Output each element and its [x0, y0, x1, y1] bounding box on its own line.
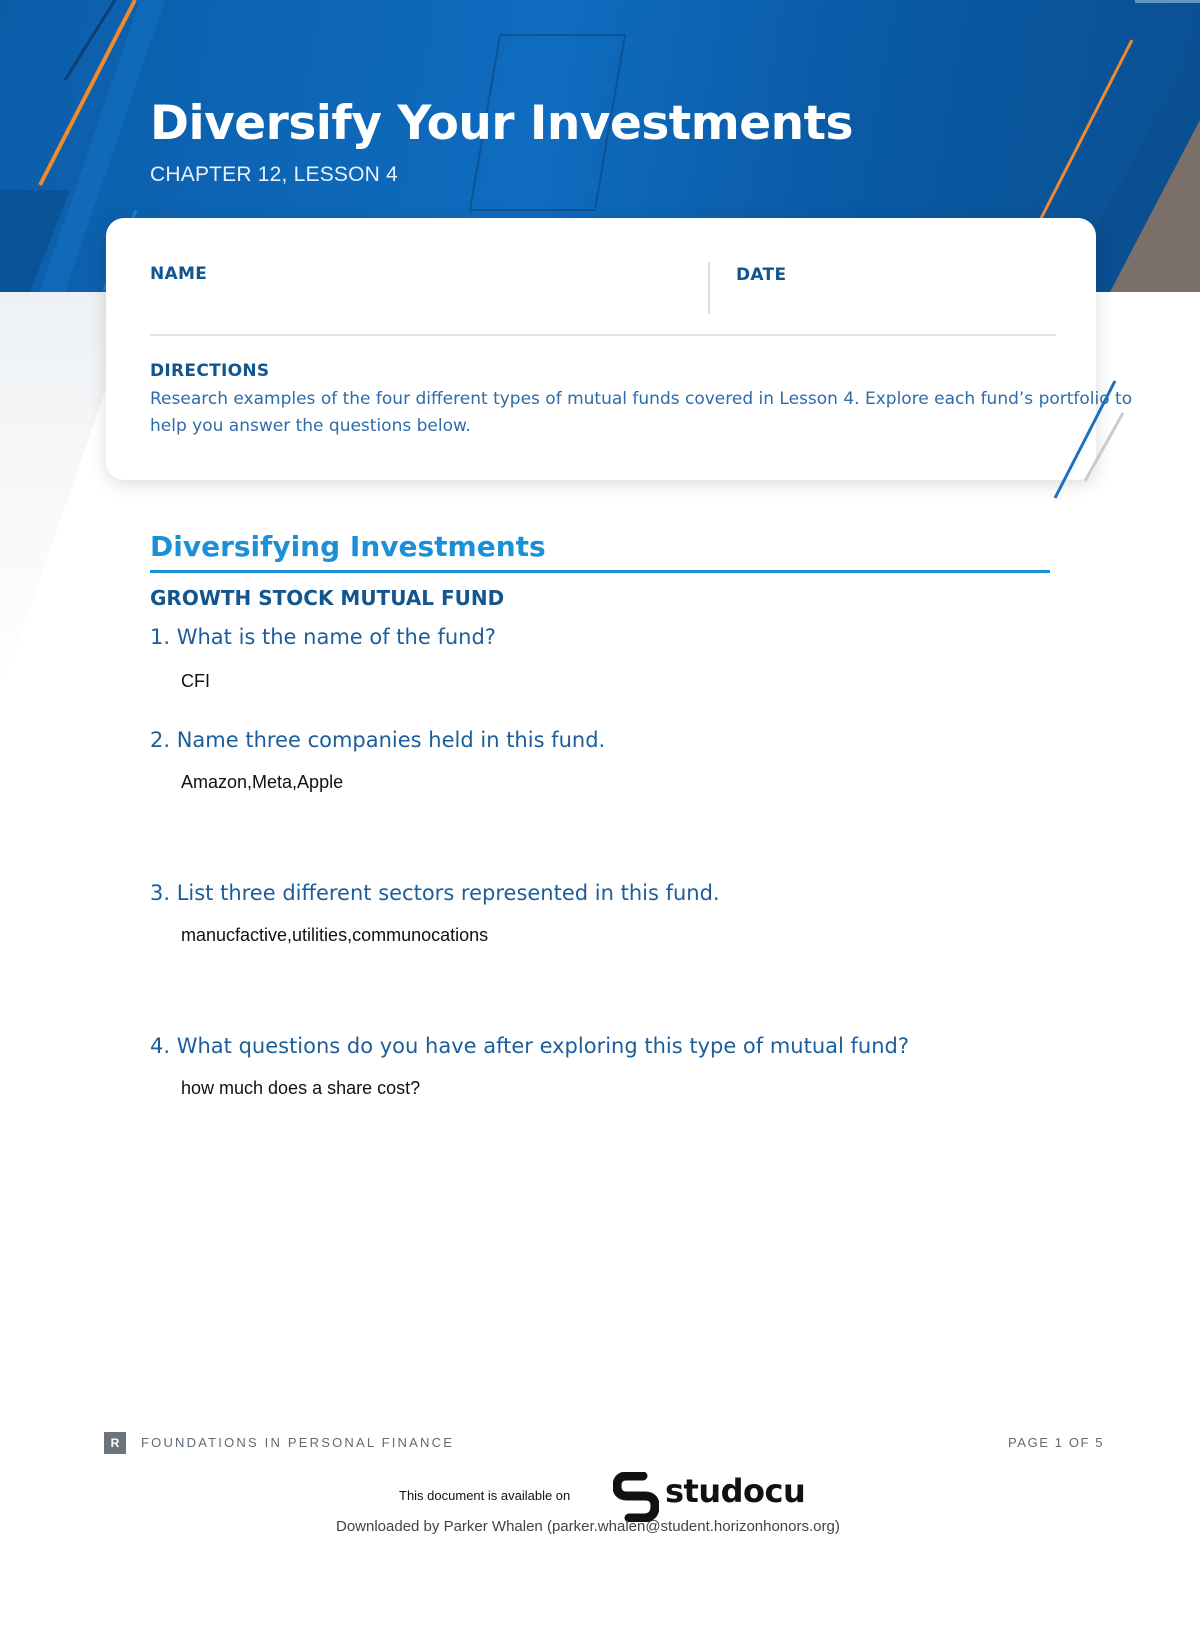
field-divider [708, 262, 710, 314]
page-title: Diversify Your Investments [150, 96, 854, 151]
info-card [106, 218, 1133, 480]
download-note: Downloaded by Parker Whalen (parker.whalen@student.horizonhonors.org) [336, 1518, 840, 1535]
ramsey-logo-icon: R [104, 1432, 126, 1454]
section-title: Diversifying Investments [150, 530, 546, 563]
answer-4[interactable]: how much does a share cost? [181, 1078, 421, 1098]
diagonal-lines-decoration [1045, 375, 1125, 505]
directions-text: Research examples of the four different types of mutual funds covered in Lesson 4. Explore each fund’s portfolio to help you answer the questions below. [150, 389, 1133, 436]
chapter-subtitle: CHAPTER 12, LESSON 4 [150, 163, 398, 186]
name-label: NAME [150, 264, 208, 284]
studocu-logo-icon [613, 1472, 659, 1522]
answer-3[interactable]: manucfactive,utilities,communocations [181, 925, 489, 945]
name-date-rule [150, 334, 1056, 336]
question-3: 3. List three different sectors represented in this fund. [150, 881, 720, 905]
question-4: 4. What questions do you have after exploring this type of mutual fund? [150, 1034, 910, 1058]
question-2: 2. Name three companies held in this fund. [150, 728, 606, 752]
studocu-brand: studocu [665, 1472, 806, 1510]
fund-heading: GROWTH STOCK MUTUAL FUND [150, 586, 505, 610]
section-rule [150, 570, 1050, 573]
date-label: DATE [736, 265, 787, 285]
page-number: PAGE 1 OF 5 [1008, 1435, 1105, 1450]
availability-text: This document is available on [399, 1488, 571, 1503]
directions-label: DIRECTIONS [150, 361, 270, 381]
question-1: 1. What is the name of the fund? [150, 625, 496, 649]
answer-2[interactable]: Amazon,Meta,Apple [181, 772, 344, 792]
course-name: FOUNDATIONS IN PERSONAL FINANCE [141, 1435, 455, 1450]
answer-1[interactable]: CFI [181, 671, 210, 691]
